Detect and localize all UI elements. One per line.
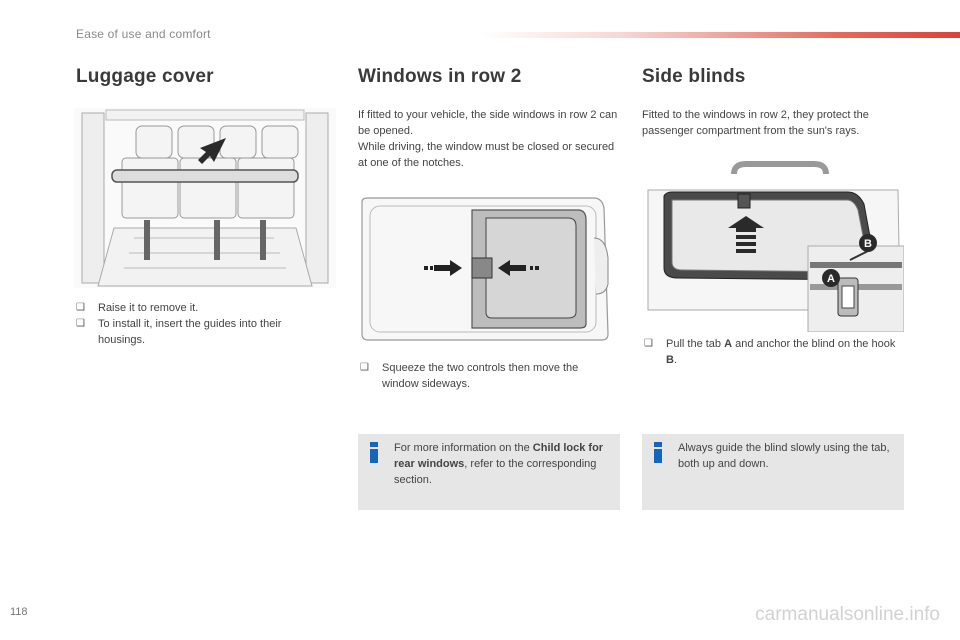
watermark: carmanualsonline.info — [755, 604, 940, 625]
bullet-marker-icon: ❑ — [644, 338, 653, 349]
bullet-marker-icon: ❑ — [76, 318, 85, 329]
info-blinds-text: Always guide the blind slowly using the tab, both up and down. — [678, 442, 890, 470]
windows-bullet-1-text: Squeeze the two controls then move the window sideways. — [382, 362, 579, 390]
sliding-window-illustration — [358, 194, 620, 354]
badge-a: A — [827, 273, 835, 285]
luggage-cover-illustration — [74, 108, 336, 288]
info-box-child-lock — [358, 434, 620, 510]
child-lock-reference[interactable]: Child lock for rear windows — [394, 442, 604, 470]
blinds-bullet-1-text: Pull the tab A and anchor the blind on the hook B. — [666, 338, 896, 366]
blinds-bullet-1 — [644, 336, 899, 368]
info-i-icon — [370, 442, 378, 462]
luggage-bullet-1-text: Raise it to remove it. — [98, 302, 199, 314]
blinds-intro: Fitted to the windows in row 2, they protect the passenger compartment from the sun's rays. — [642, 109, 869, 137]
luggage-cover-heading: Luggage cover — [76, 66, 214, 87]
info-box-blinds — [642, 434, 904, 510]
header-accent-bar — [480, 32, 960, 38]
luggage-bullet-1 — [76, 300, 326, 316]
side-blind-illustration — [642, 160, 904, 332]
badge-b: B — [864, 238, 872, 250]
luggage-bullet-2 — [76, 316, 326, 348]
info-child-lock-text: For more information on the Child lock for rear windows, refer to the corresponding section. — [394, 442, 604, 486]
windows-row2-heading: Windows in row 2 — [358, 66, 522, 87]
page-number: 118 — [10, 606, 28, 618]
windows-bullet-1 — [360, 360, 615, 392]
windows-intro-2: While driving, the window must be closed or secured at one of the notches. — [358, 141, 615, 169]
luggage-bullet-2-text: To install it, insert the guides into their housings. — [98, 318, 282, 346]
side-blinds-heading: Side blinds — [642, 66, 746, 87]
section-title: Ease of use and comfort — [76, 27, 211, 41]
bullet-marker-icon: ❑ — [360, 362, 369, 373]
bullet-marker-icon: ❑ — [76, 302, 85, 313]
windows-intro-1: If fitted to your vehicle, the side windows in row 2 can be opened. — [358, 109, 618, 137]
info-i-icon — [654, 442, 662, 462]
